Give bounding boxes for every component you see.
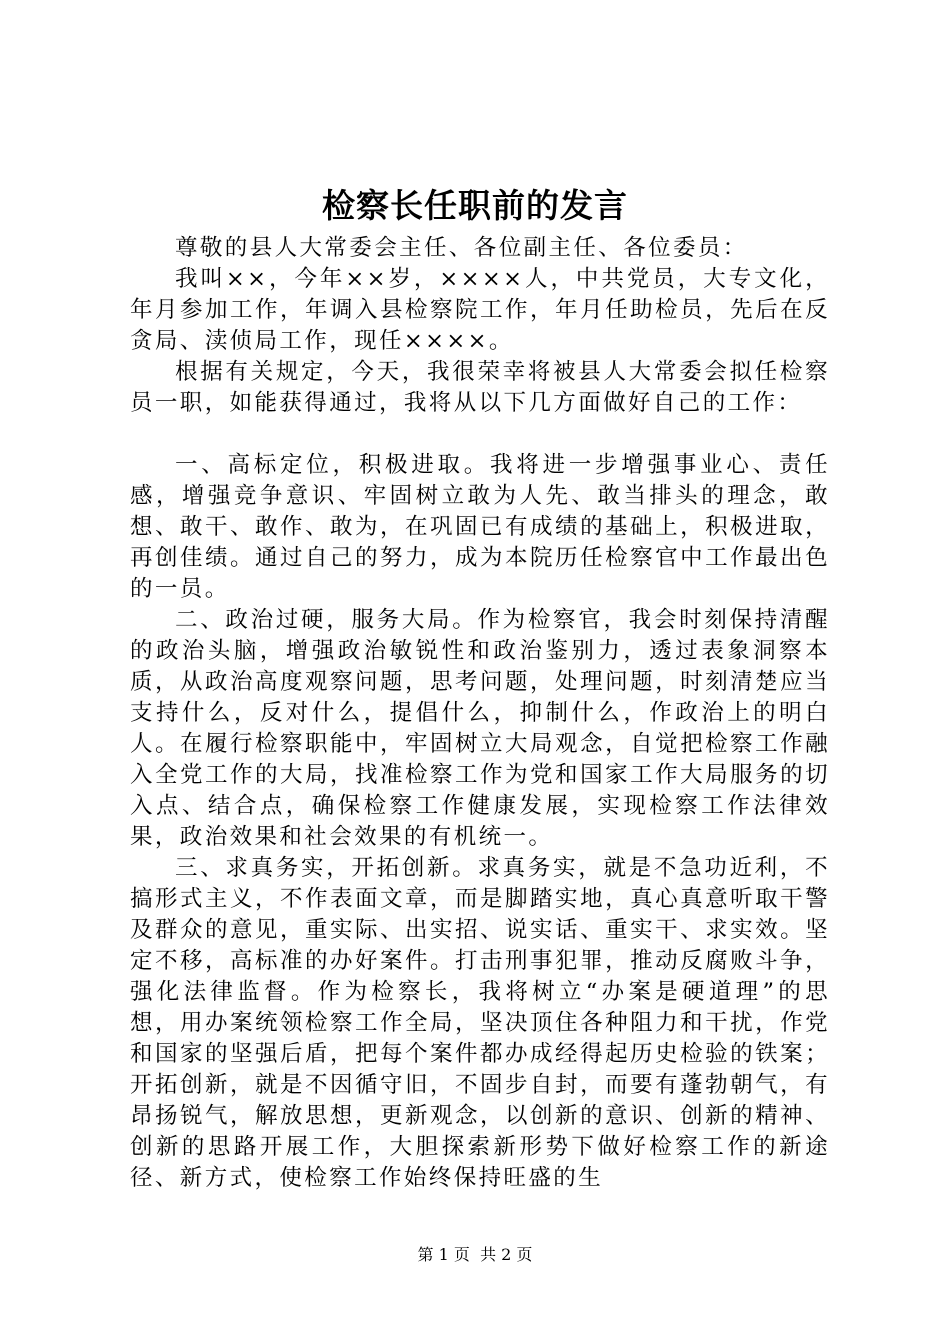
paragraph-point-1: 一、高标定位，积极进取。我将进一步增强事业心、责任感，增强竞争意识、牢固树立敢为人先、敢当排头的理念，敢想、敢干、敢作、敢为，在巩固已有成绩的基础上，积极进取，再创佳绩。通过自己的努力，成为本院历任检察官中工作最出色的一员。 [130,452,830,602]
paragraph-point-2: 二、政治过硬，服务大局。作为检察官，我会时刻保持清醒的政治头脑，增强政治敏锐性和政治鉴别力，透过表象洞察本质，从政治高度观察问题，思考问题，处理问题，时刻清楚应当支持什么，反对什么，提倡什么，抑制什么，作政治上的明白人。在履行检察职能中，牢固树立大局观念，自觉把检察工作融入全党工作的大局，找准检察工作为党和国家工作大局服务的切入点、结合点，确保检察工作健康发展，实现检察工作法律效果，政治效果和社会效果的有机统一。 [130,607,830,850]
paragraph-intro: 我叫××，今年××岁，××××人，中共党员，大专文化，年月参加工作，年调入县检察院工作，年月任助检员，先后在反贪局、渎侦局工作，现任××××。 [130,266,830,354]
page-footer [0,1244,950,1266]
page-number: 第 1 页 共 2 页 [417,1245,533,1264]
document-body [130,233,830,1194]
document-title: 检察长任职前的发言 [322,186,628,225]
paragraph-point-3: 三、求真务实，开拓创新。求真务实，就是不急功近利，不搞形式主义，不作表面文章，而是脚踏实地，真心真意听取干警及群众的意见，重实际、出实招、说实话、重实干、求实效。坚定不移，高标准的办好案件。打击刑事犯罪，推动反腐败斗争，强化法律监督。作为检察长，我将树立“办案是硬道理”的思想，用办案统领检察工作全局，坚决顶住各种阻力和干扰，作党和国家的坚强后盾，把每个案件都办成经得起历史检验的铁案；开拓创新，就是不因循守旧，不固步自封，而要有蓬勃朝气，有昂扬锐气，解放思想，更新观念，以创新的意识、创新的精神、创新的思路开展工作，大胆探索新形势下做好检察工作的新途径、新方式，使检察工作始终保持旺盛的生 [130,855,830,1191]
paragraph-nomination: 根据有关规定，今天，我很荣幸将被县人大常委会拟任检察员一职，如能获得通过，我将从以下几方面做好自己的工作： [130,359,830,416]
salutation: 尊敬的县人大常委会主任、各位副主任、各位委员： [175,235,748,261]
